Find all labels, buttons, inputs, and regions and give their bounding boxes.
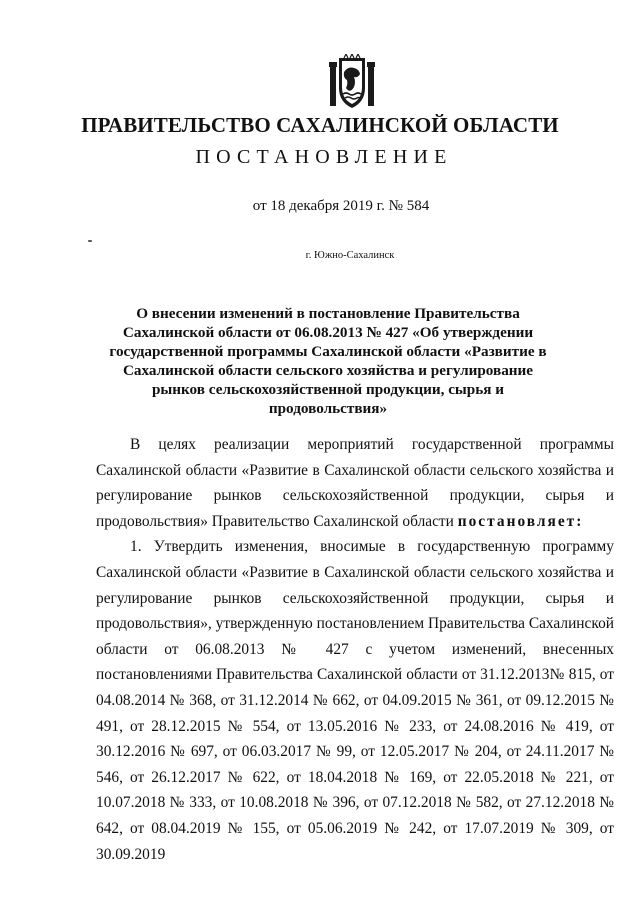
document-type: ПОСТАНОВЛЕНИЕ: [195, 146, 453, 168]
sakhalin-coat-of-arms-icon: [328, 54, 376, 110]
scan-speck: [88, 240, 92, 242]
government-title: ПРАВИТЕЛЬСТВО САХАЛИНСКОЙ ОБЛАСТИ: [81, 113, 559, 137]
item-1-paragraph: 1. Утвердить изменения, вносимые в государственную программу Сахалинской области «Развитие в Сахалинской области сельского хозяйства и регулирование рынков сельскохозяйственной продукции, сырья и продовольствия», утвержденную постановлением Правительства Сахалинской области от 06.08.2013 № 427 с учетом изменений, внесенных постановлениями Правительства Сахалинской области от 31.12.2013№ 815, от 04.08.2014 № 368, от 31.12.2014 № 662, от 04.09.2015 № 361, от 09.12.2015 № 491, от 28.12.2015 № 554, от 13.05.2016 № 233, от 24.08.2016 № 419, от 30.12.2016 № 697, от 06.03.2017 № 99, от 12.05.2017 № 204, от 24.11.2017 № 546, от 26.12.2017 № 622, от 18.04.2018 № 169, от 22.05.2018 № 221, от 10.07.2018 № 333, от 10.08.2018 № 396, от 07.12.2018 № 582, от 27.12.2018 № 642, от 08.04.2019 № 155, от 05.06.2019 № 242, от 17.07.2019 № 309, от 30.09.2019: [96, 538, 614, 863]
document-date-number: от 18 декабря 2019 г. № 584: [252, 198, 430, 214]
document-city: г. Южно-Сахалинск: [305, 250, 395, 261]
intro-text: В целях реализации мероприятий государственной программы Сахалинской области «Развитие в Сахалинской области сельского хозяйства и регулирование рынков сельскохозяйственной продукции, сырья и продовольствия» Правительство Сахалинской области: [96, 436, 614, 530]
document-body: [96, 432, 614, 867]
document-subject: О внесении изменений в постановление Правительства Сахалинской области от 06.08.2013 № 427 «Об утверждении государственной программы Сахалинской области «Развитие в Сахалинской области сельского хозяйства и регулирование рынков сельскохозяйственной продукции, сырья и продовольствия»: [109, 305, 547, 417]
decree-word: постановляет:: [457, 512, 584, 530]
intro-paragraph: [96, 432, 614, 534]
